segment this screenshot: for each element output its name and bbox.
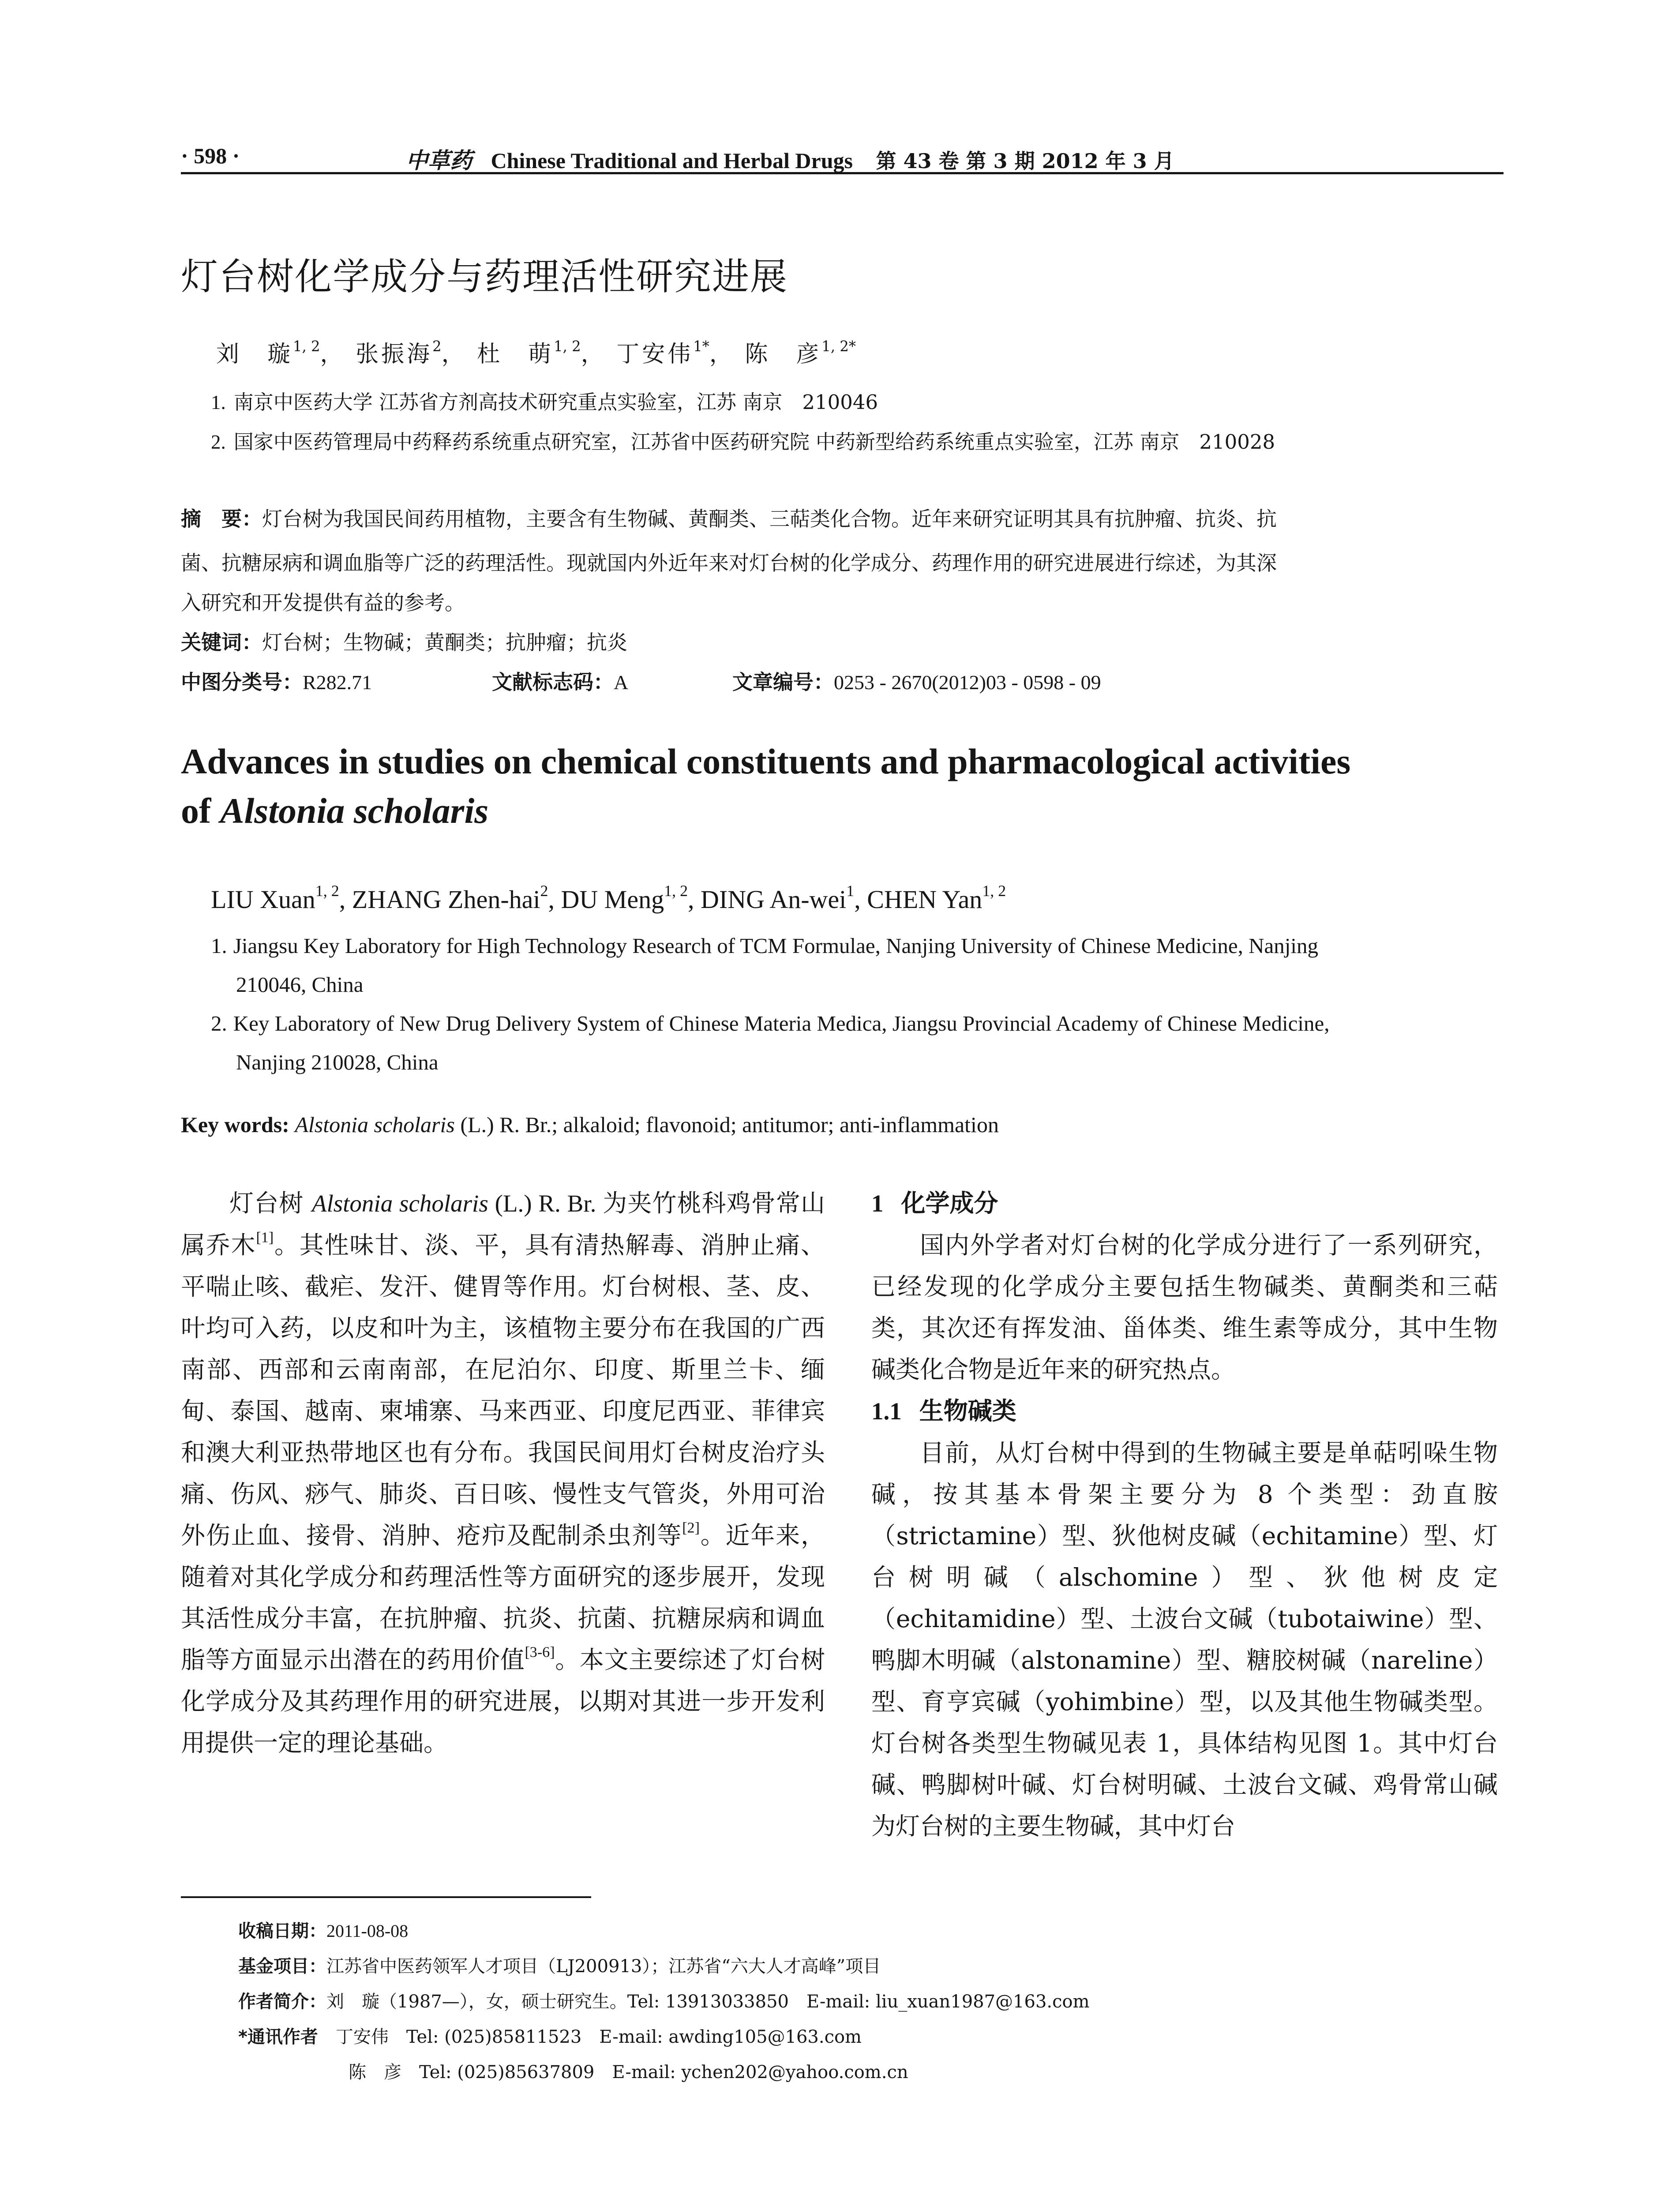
- author-affil-sup: 1: [846, 882, 855, 900]
- footnote-label: 作者简介：: [238, 1992, 326, 2012]
- journal-info: [406, 143, 1174, 175]
- title-en-line: [181, 786, 1350, 836]
- author-en: DING An-wei: [701, 885, 847, 914]
- article-number-value: 0253 - 2670(2012)03 - 0598 - 09: [834, 671, 1101, 694]
- affiliation-cn: [211, 426, 1275, 454]
- title-en-line: Advances in studies on chemical constituents and pharmacological activities: [181, 741, 1351, 781]
- title-en-species: Alstonia scholaris: [220, 791, 489, 831]
- author-affil-sup: 1, 2: [315, 882, 339, 900]
- section-heading: [871, 1182, 1498, 1224]
- affiliation-number: 2.: [211, 431, 226, 453]
- author-en: ZHANG Zhen-hai: [352, 885, 540, 914]
- author-affil-sup: 1*: [693, 338, 709, 355]
- author-en: LIU Xuan: [211, 885, 315, 914]
- keywords-en-label: Key words:: [181, 1112, 289, 1137]
- footnote-fund: [238, 1952, 881, 1977]
- author-affil-sup: 1, 2: [293, 338, 320, 355]
- keywords-cn: [181, 627, 627, 656]
- author-affil-sup: 2: [432, 338, 442, 355]
- footnote-rule: [181, 1896, 591, 1898]
- footnote-label: *通讯作者: [238, 2027, 318, 2047]
- citation: [3-6]: [525, 1644, 555, 1661]
- page-number: · 598 ·: [181, 143, 240, 168]
- abstract-text: 灯台树为我国民间药用植物，主要含有生物碱、黄酮类、三萜类化合物。近年来研究证明其具有抗肿瘤、抗炎、抗: [262, 507, 1277, 531]
- authors-en: LIU Xuan$^{1, 2}$, ZHANG Zhen-hai$^2$, DU Meng$^{1, 2}$, DING An-wei$^1$, CHEN Yan$^{1, 2}$: [211, 882, 1006, 914]
- keywords-en-species: Alstonia scholaris: [295, 1112, 455, 1137]
- section-number: 1: [871, 1190, 884, 1217]
- article-number-label: 文章编号：: [732, 670, 834, 694]
- species-name: Alstonia scholaris: [311, 1190, 488, 1217]
- title-en-prefix: of: [181, 791, 220, 831]
- footnote-received: [238, 1917, 408, 1942]
- species-author: (L.) R. Br.: [488, 1190, 603, 1217]
- footnote-value: 丁安伟 Tel: (025)85811523 E-mail: awding105@163.com: [335, 2027, 862, 2047]
- affiliation-number: 1.: [211, 391, 226, 413]
- section-paragraph: 目前，从灯台树中得到的生物碱主要是单萜吲哚生物碱，按其基本骨架主要分为 8 个类型：劲直胺（strictamine）型、狄他树皮碱（echitamine）型、灯台树明碱（alschomine）型、狄他树皮定（echitamidine）型、土波台文碱（tubotaiwine）型、鸭脚木明碱（alstonamine）型、糖胶树碱（nareline）型、育亨宾碱（yohimbine）型，以及其他生物碱类型。灯台树各类型生物碱见表 1，具体结构见图 1。其中灯台碱、鸭脚树叶碱、灯台树明碱、土波台文碱、鸡骨常山碱为灯台树的主要生物碱，其中灯台: [871, 1439, 1498, 1840]
- author-cn: 张振海: [356, 341, 433, 368]
- affiliation-cn: [211, 386, 878, 415]
- authors-cn: 刘 璇$^{1, 2}$， 张振海$^2$， 杜 萌$^{1, 2}$， 丁安伟$^{1*}$， 陈 彦$^{1, 2*}$: [216, 338, 856, 368]
- text-run: 。其性味甘、淡、平，具有清热解毒、消肿止痛、平喘止咳、截疟、发汗、健胃等作用。灯台树根、茎、皮、叶均可入药，以皮和叶为主，该植物主要分布在我国的广西南部、西部和云南南部，在尼泊尔、印度、斯里兰卡、缅甸、泰国、越南、柬埔寨、马来西亚、印度尼西亚、菲律宾和澳大利亚热带地区也有分布。我国民间用灯台树皮治疗头痛、伤风、痧气、肺炎、百日咳、慢性支气管炎，外用可治外伤止血、接骨、消肿、疮疖及配制杀虫剂等: [181, 1231, 825, 1549]
- affiliation-number: 2.: [211, 1011, 227, 1035]
- body-column-left: [181, 1182, 825, 1763]
- author-cn: 陈 彦: [745, 341, 822, 368]
- keywords-en-text: (L.) R. Br.; alkaloid; flavonoid; antitumor; anti-inflammation: [454, 1112, 999, 1137]
- journal-name-cn: 中草药: [406, 147, 472, 173]
- footnote-corresponding: [238, 2023, 862, 2048]
- keywords-label: 关键词：: [181, 630, 262, 654]
- doc-code-label: 文献标志码：: [492, 670, 614, 694]
- footnote-label: 收稿日期：: [238, 1921, 326, 1941]
- classification-line: [181, 666, 372, 695]
- author-cn: 刘 璇: [216, 341, 293, 368]
- affiliation-en: [211, 1004, 1329, 1082]
- text-run: 。近年来，随着对其化学成分和药理活性等方面研究的逐步展开，发现其活性成分丰富，在抗肿瘤、抗炎、抗菌、抗糖尿病和调血脂等方面显示出潜在的药用价值: [181, 1521, 825, 1674]
- author-en: CHEN Yan: [867, 885, 982, 914]
- subsection-heading: [871, 1390, 1498, 1432]
- affiliation-text: 南京中医药大学 江苏省方剂高技术研究重点实验室，江苏 南京 210046: [233, 390, 878, 414]
- footnote-label: 基金项目：: [238, 1956, 326, 1977]
- text-run: 灯台树: [229, 1189, 312, 1217]
- abstract-cn-line: [181, 503, 1277, 532]
- section-title: 化学成分: [901, 1189, 998, 1217]
- text-run: 为夹竹桃科鸡骨常山属乔木: [181, 1189, 825, 1259]
- abstract-cn-line: 入研究和开发提供有益的参考。: [181, 591, 465, 615]
- keywords-en: [181, 1112, 999, 1137]
- doc-code-value: A: [614, 671, 629, 694]
- footnote-author-bio: [238, 1988, 1090, 2013]
- author-affil-sup: 1, 2*: [821, 338, 856, 355]
- author-cn: 丁安伟: [616, 341, 694, 368]
- footnote-value: 2011-08-08: [326, 1921, 409, 1941]
- affiliation-number: 1.: [211, 934, 227, 958]
- title-cn: 灯台树化学成分与药理活性研究进展: [181, 255, 788, 298]
- affiliation-en: [211, 927, 1318, 1004]
- author-affil-sup: 1, 2: [982, 882, 1006, 900]
- author-cn: 杜 萌: [477, 341, 554, 368]
- body-column-right: [871, 1182, 1498, 1847]
- affiliation-text: Key Laboratory of New Drug Delivery System of Chinese Materia Medica, Jiangsu Provincial Academy of Chinese Medicine,: [233, 1011, 1330, 1035]
- abstract-label: 摘 要：: [181, 507, 262, 531]
- footnote-value: 江苏省中医药领军人才项目（LJ200913）；江苏省“六大人才高峰”项目: [326, 1956, 881, 1977]
- intro-paragraph: [181, 1182, 825, 1763]
- author-en: DU Meng: [561, 885, 664, 914]
- section-number: 1.1: [871, 1398, 902, 1425]
- author-affil-sup: 2: [540, 882, 548, 900]
- issue-info: 第 43 卷 第 3 期 2012 年 3 月: [876, 149, 1174, 173]
- journal-name-en: Chinese Traditional and Herbal Drugs: [491, 148, 853, 173]
- keywords-text: 灯台树；生物碱；黄酮类；抗肿瘤；抗炎: [262, 630, 627, 654]
- section-title: 生物碱类: [919, 1397, 1016, 1425]
- author-affil-sup: 1, 2: [664, 882, 688, 900]
- footnote-value: 刘 璇（1987—），女，硕士研究生。Tel: 13913033850 E-mail: liu_xuan1987@163.com: [326, 1992, 1090, 2012]
- doc-code: [492, 666, 628, 695]
- clc-value: R282.71: [303, 671, 372, 694]
- affiliation-text: 国家中医药管理局中药释药系统重点研究室，江苏省中医药研究院 中药新型给药系统重点实验室，江苏 南京 210028: [233, 430, 1275, 454]
- affiliation-text: Jiangsu Key Laboratory for High Technology Research of TCM Formulae, Nanjing University of Chinese Medicine, Nanjing: [233, 934, 1318, 958]
- citation: [1]: [256, 1229, 274, 1246]
- running-header: [181, 132, 1504, 174]
- abstract-cn-line: 菌、抗糖尿病和调血脂等广泛的药理活性。现就国内外近年来对灯台树的化学成分、药理作用的研究进展进行综述，为其深: [181, 551, 1277, 575]
- footnote-corresponding-2: 陈 彦 Tel: (025)85637809 E-mail: ychen202@yahoo.com.cn: [349, 2062, 908, 2082]
- affiliation-text: 210046, China: [236, 972, 364, 997]
- citation: [2]: [682, 1519, 700, 1536]
- section-paragraph: 国内外学者对灯台树的化学成分进行了一系列研究，已经发现的化学成分主要包括生物碱类、黄酮类和三萜类，其次还有挥发油、甾体类、维生素等成分，其中生物碱类化合物是近年来的研究热点。: [871, 1231, 1498, 1384]
- author-affil-sup: 1, 2: [554, 338, 581, 355]
- affiliation-text: Nanjing 210028, China: [236, 1050, 439, 1074]
- clc-label: 中图分类号：: [181, 670, 303, 694]
- article-number: [732, 666, 1101, 695]
- text-run: 。本文主要综述了灯台树化学成分及其药理作用的研究进展，以期对其进一步开发利用提供一定的理论基础。: [181, 1646, 825, 1757]
- title-en: [181, 737, 1350, 836]
